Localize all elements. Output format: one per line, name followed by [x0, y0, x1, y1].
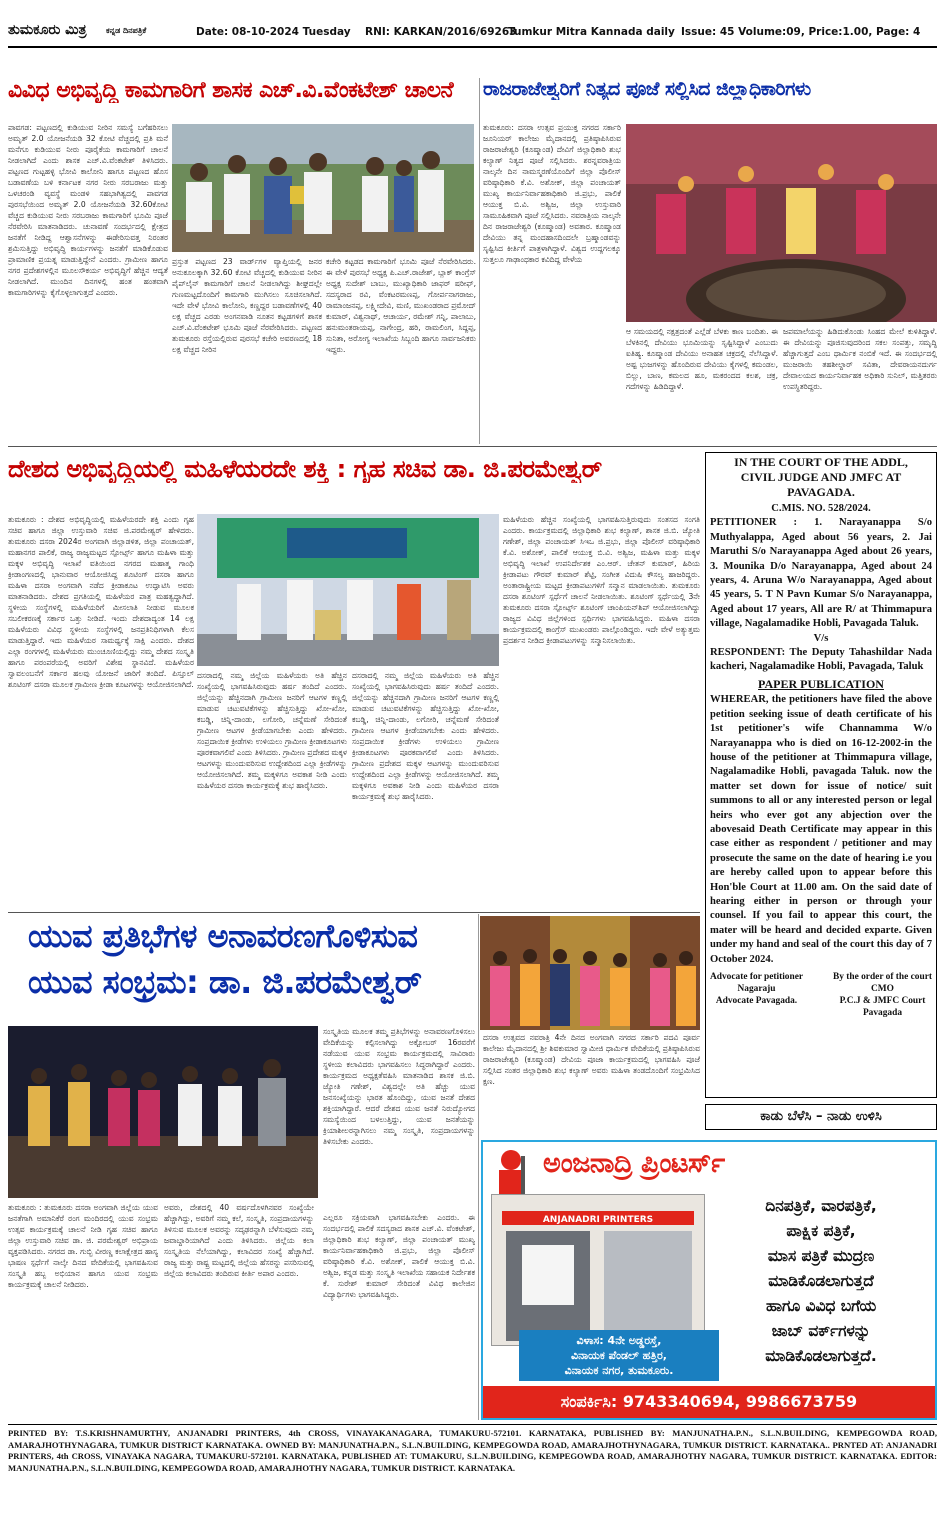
- respondent-details: RESPONDENT: The Deputy Tahashildar Nada kacheri, Nagalamadike Hobli, Pavagada, Taluk: [710, 647, 932, 673]
- paper-name: Tumkur Mitra Kannada daily: [508, 26, 675, 38]
- story1-column-1: ಪಾವಗಡ: ಪಟ್ಟಣದಲ್ಲಿ ಕುಡಿಯುವ ನೀರಿನ ಸಮಸ್ಯೆ ಬಗೆಹರಿಸಲು ಅಮೃತ್ 2.0 ಯೋಜನೆಯಡಿ 32 ಕೋಟಿ ವೆಚ್ಚದಲ್ಲಿ ಪ್ರತಿ ಮನೆ ಮನೆಗೂ ಕುಡಿಯುವ ನೀರು ಪೂರೈಕೆಯ ಕಾಮಗಾರಿಗೆ ಚಾಲನೆ ನೀಡಲಾಗಿದೆ ಎಂದು ಶಾಸಕ ಎಚ್.ವಿ.ವೆಂಕಟೇಶ್ ತಿಳಿಸಿದರು. ಪಟ್ಟಣದ ಗುಟ್ಟಹಳ್ಳಿ ಭೋವಿ ಕಾಲೋನಿ ಹಾಗೂ ಪಟ್ಟಣದ ಹೊಸ ಬಡಾವಣೆಯ ಬಳಿ ಕರ್ನಾಟಕ ನಗರ ನೀರು ಸರಬರಾಜು ಮತ್ತು ಒಳಚರಂಡಿ ವ್ಯವಸ್ಥೆ ಮಂಡಳಿ ಸಹಭಾಗಿತ್ವದಲ್ಲಿ ಪಾವಗಡ ಪುರಸಭೆಯಿಂದ ಅಮೃತ್ 2.0 ಯೋಜನೆಯಡಿ 32.60ಕೋಟಿ ವೆಚ್ಚದ ಕುಡಿಯುವ ನೀರು ಸರಬರಾಜು ಕಾಮಗಾರಿಗೆ ಭೂಮಿ ಪೂಜೆ ನೆರವೇರಿಸಿ ಮಾತನಾಡಿದರು. ಚುನಾವಣೆ ಸಂದರ್ಭದಲ್ಲಿ ಕ್ಷೇತ್ರದ ಜನತೆಗೆ ನೀಡಿದ್ದ ಆಶ್ವಾಸನೆಗಳನ್ನು ಈಡೇರಿಸುವತ್ತ ನಿರಂತರ ಶ್ರಮಿಸುತ್ತಿದ್ದು ಅಭಿವೃದ್ಧಿ ಕಾರ್ಯಗಳನ್ನು ಜನತೆಗೆ ಮಾಡಿಕೊಡುವ ಪ್ರಾಮಾಣಿಕ ಪ್ರಯತ್ನ ಮಾಡುತ್ತಿದ್ದೇನೆ ಎಂದರು. ಗ್ರಾಮೀಣ ಹಾಗೂ ನಗರ ಪ್ರದೇಶಗಳಲ್ಲಿನ ಮೂಲಸೌಕರ್ಯ ಅಭಿವೃದ್ಧಿಗೆ ಹೆಚ್ಚಿನ ಆದ್ಯತೆ ನೀಡಲಾಗಿದೆ. ಮುಂದಿನ ದಿನಗಳಲ್ಲಿ ಹಂತ ಹಂತವಾಗಿ ಕಾಮಗಾರಿಗಳನ್ನು ಕೈಗೊಳ್ಳಲಾಗುತ್ತದೆ ಎಂದರು.: [8, 123, 168, 297]
- ad-address-line-3: ವಿನಾಯಕ ನಗರ, ತುಮಕೂರು.: [564, 1364, 674, 1377]
- section-rule-2: [8, 912, 700, 913]
- issue-info: Issue: 45 Volume:09, Price:1.00, Page: 4: [681, 26, 921, 38]
- story3-column-3: ಮಹಿಳೆಯರು ಹೆಚ್ಚಿನ ಸಂಖ್ಯೆಯಲ್ಲಿ ಭಾಗವಹಿಸುತ್ತಿರುವುದು ಸಂತಸದ ಸಂಗತಿ ಎಂದರು. ಕಾರ್ಯಕ್ರಮದಲ್ಲಿ ಜಿಲ್ಲಾಧಿಕಾರಿ ಶುಭ ಕಲ್ಯಾಣ್, ಶಾಸಕ ಜಿ.ಬಿ. ಜ್ಯೋತಿ ಗಣೇಶ್, ಜಿಲ್ಲಾ ಪಂಚಾಯತ್ ಸಿಇಒ ಜಿ.ಪ್ರಭು, ಜಿಲ್ಲಾ ಪೊಲೀಸ್ ವರಿಷ್ಠಾಧಿಕಾರಿ ಕೆ.ವಿ. ಅಶೋಕ್, ಪಾಲಿಕೆ ಆಯುಕ್ತ ಬಿ.ವಿ. ಅಶ್ವಿಜ, ಮಹಿಳಾ ಮತ್ತು ಮಕ್ಕಳ ಅಭಿವೃದ್ಧಿ ಇಲಾಖೆ ಉಪನಿರ್ದೇಶಕ ಎಂ.ಆರ್. ಚೇತನ್ ಕುಮಾರ್, ಹಿರಿಯ ಕ್ರೀಡಾಪಟು ಗೌರವ್ ಕುಮಾರ್ ಶೆಟ್ಟಿ, ಸಂಗೀತ ವಿದುಷಿ ಕೌಸಲ್ಯ ಹಾಜರಿದ್ದರು. ಅಂತಾರಾಷ್ಟ್ರೀಯ ಮಟ್ಟದ ಕ್ರೀಡಾಪಟುಗಳಿಗೆ ಸನ್ಮಾನ ಮಾಡಲಾಯಿತು. ತುಮಕೂರು ದಸರಾ ಶೂಟಿಂಗ್ ಸ್ಪರ್ಧೆಗೆ ಚಾಲನೆ ನೀಡಲಾಯಿತು. ಶೂಟಿಂಗ್ ಸ್ಪರ್ಧೆಯಲ್ಲಿ 3ನೇ ತುಮಕೂರು ದಸರಾ ಸ್ಪೋರ್ಟ್ಸ್ ಶೂಟಿಂಗ್ ಚಾಂಪಿಯನ್‌ಶಿಪ್ ಆಯೋಜಿಸಲಾಗಿದ್ದು ರಾಜ್ಯದ ವಿವಿಧ ಜಿಲ್ಲೆಗಳಿಂದ ಸ್ಪರ್ಧಿಗಳು ಭಾಗವಹಿಸಿದ್ದರು. ಮಹಿಳಾ ದಸರಾ ಕಾರ್ಯಕ್ರಮದಲ್ಲಿ ಕಾಂಗ್ರೆಸ್ ಮುಖಂಡರು ಪಾಲ್ಗೊಂಡಿದ್ದರು. ಇದೇ ವೇಳೆ ಅತ್ಯುತ್ತಮ ಪ್ರದರ್ಶನ ನೀಡಿದ ಕ್ರೀಡಾಪಟುಗಳನ್ನು ಸನ್ಮಾನಿಸಲಾಯಿತು.: [503, 515, 700, 645]
- story4-column-1: ತುಮಕೂರು : ತುಮಕೂರು ದಸರಾ ಅಂಗವಾಗಿ ಜಿಲ್ಲೆಯ ಯುವ ಜನತೆಗಾಗಿ ಅಮಾನಿಕೆರೆ ರಂಗ ಮಂದಿರದಲ್ಲಿ ಯುವ ಸಂಭ್ರಮ ಉತ್ಸವ ಕಾರ್ಯಕ್ರಮಕ್ಕೆ ಚಾಲನೆ ನೀಡಿ ಗೃಹ ಸಚಿವ ಹಾಗೂ ಜಿಲ್ಲಾ ಉಸ್ತುವಾರಿ ಸಚಿವ ಡಾ. ಜಿ. ಪರಮೇಶ್ವರ್ ಅಭಿಪ್ರಾಯ ವ್ಯಕ್ತಪಡಿಸಿದರು. ನಗರದ ಡಾ. ಗುಬ್ಬಿ ವೀರಣ್ಣ ಕಲಾಕ್ಷೇತ್ರದ ಹಾಸ್ಯ ಭಾಷಣ ಸ್ಪರ್ಧೆಗೆ ನಾಲ್ಕೇ ದಿನದ ವೇದಿಕೆಯಲ್ಲಿ ಭಾಗವಹಿಸುವ ಸಂಸ್ಕೃತಿ ಹಬ್ಬ ಅಭಿಯಾನ ಹಾಗೂ ಯುವ ಸಂಭ್ರಮ ಕಾರ್ಯಕ್ರಮಕ್ಕೆ ಚಾಲನೆ ನೀಡಿದರು.: [8, 1203, 158, 1289]
- story2-column-3: ಜಪಮಾಲೆಯನ್ನು ಹಿಡಿದುಕೊಂಡು ಸಿಂಹದ ಮೇಲೆ ಕುಳಿತಿದ್ದಾಳೆ. ಈ ದೇವಿಯನ್ನು ಪೂಜಿಸುವುದರಿಂದ ಸಕಲ ಸಂಪತ್ತು, ಸಮೃದ್ಧಿ ಹೆಚ್ಚಾಗುತ್ತದೆ ಎಂಬ ಧಾರ್ಮಿಕ ನಂಬಿಕೆ ಇದೆ. ಈ ಸಂದರ್ಭದಲ್ಲಿ ಮುಜರಾಯಿ ತಹಶೀಲ್ದಾರ್ ಸವಿತಾ, ದೇವರಾಯನದುರ್ಗ ದೇವಾಲಯದ ಕಾರ್ಯನಿರ್ವಾಹಕ ಅಧಿಕಾರಿ ಸುನಿಲ್, ಮತ್ತಿತರರು ಉಪಸ್ಥಿತರಿದ್ದರು.: [783, 327, 937, 391]
- column-divider-2: [478, 914, 479, 1420]
- headline-youth-talent-1: ಯುವ ಪ್ರತಿಭೆಗಳ ಅನಾವರಣಗೊಳಿಸುವ: [28, 917, 418, 955]
- headline-women-development: ದೇಶದ ಅಭಿವೃದ್ಧಿಯಲ್ಲಿ ಮಹಿಳೆಯರದೇ ಶಕ್ತಿ : ಗೃಹ ಸಚಿವ ಡಾ. ಜಿ.ಪರಮೇಶ್ವರ್: [8, 455, 602, 483]
- ad-contact-phone: ಸಂಪರ್ಕಿಸಿ: 9743340694, 9986673759: [483, 1386, 935, 1418]
- photo-goddess-puja: [626, 124, 937, 322]
- story2-column-1: ತುಮಕೂರು: ದಸರಾ ಉತ್ಸವ ಪ್ರಯುಕ್ತ ನಗರದ ಸರ್ಕಾರಿ ಜೂನಿಯರ್ ಕಾಲೇಜು ಮೈದಾನದಲ್ಲಿ ಪ್ರತಿಷ್ಠಾಪಿಸಿರುವ ರಾಜರಾಜೇಶ್ವರಿ (ಕೂಷ್ಮಾಂಡ) ದೇವಿಗೆ ಜಿಲ್ಲಾಧಿಕಾರಿ ಶುಭ ಕಲ್ಯಾಣ್ ನಿತ್ಯದ ಪೂಜೆ ಸಲ್ಲಿಸಿದರು. ಶರನ್ನವರಾತ್ರಿಯ ನಾಲ್ಕನೇ ದಿನ ನಾಮಸ್ಮರಣೆಯೊಂದಿಗೆ ಜಿಲ್ಲಾ ಪೊಲೀಸ್ ವರಿಷ್ಠಾಧಿಕಾರಿ ಕೆ.ವಿ. ಅಶೋಕ್, ಜಿಲ್ಲಾ ಪಂಚಾಯತ್ ಮುಖ್ಯ ಕಾರ್ಯನಿರ್ವಾಹಕಾಧಿಕಾರಿ ಜಿ.ಪ್ರಭು, ಪಾಲಿಕೆ ಆಯುಕ್ತ ಬಿ.ವಿ. ಅಶ್ವಿಜ, ಜಿಲ್ಲಾ ಉಸ್ತುವಾರಿ ಸಾಮೂಹಿಕವಾಗಿ ಪೂಜೆ ಸಲ್ಲಿಸಿದರು. ನವರಾತ್ರಿಯ ನಾಲ್ಕನೇ ದಿನ ರಾಜರಾಜೇಶ್ವರಿ (ಕೂಷ್ಮಾಂಡ) ಅವತಾರ. ಕೂಷ್ಮಾಂಡ ದೇವಿಯು ತನ್ನ ಮಂದಹಾಸದಿಂದಲೇ ಬ್ರಹ್ಮಾಂಡವನ್ನು ಸೃಷ್ಟಿಸಿದ ಕೀರ್ತಿಗೆ ಪಾತ್ರಳಾಗಿದ್ದಾಳೆ. ವಿಶ್ವದ ಉದ್ದಗಲಕ್ಕೂ ಸುತ್ತಲೂ ಗಾಢಾಂಧಕಾರ ಕವಿದಿದ್ದ ವೇಳೆಯ: [483, 123, 621, 264]
- ad-service-line: ಪಾಕ್ಷಿಕ ಪತ್ರಿಕೆ,: [786, 1222, 856, 1240]
- story4-column-top: ಸಂಸ್ಕೃತಿಯ ಮೂಲಕ ತಮ್ಮ ಪ್ರತಿಭೆಗಳನ್ನು ಅನಾವರಣಗೊಳಿಸಲು ವೇದಿಕೆಯನ್ನು ಕಲ್ಪಿಸಲಾಗಿದ್ದು ಅಕ್ಟೋಬರ್ 16ರವರೆಗೆ ನಡೆಯುವ ಯುವ ಸಂಭ್ರಮ ಕಾರ್ಯಕ್ರಮದಲ್ಲಿ ಸಾವಿರಾರು ಸ್ಥಳೀಯ ಕಲಾವಿದರು ಭಾಗವಹಿಸಲು ಸಿದ್ಧರಾಗಿದ್ದಾರೆ ಎಂದರು. ಕಾರ್ಯಕ್ರಮದ ಅಧ್ಯಕ್ಷತೆವಹಿಸಿ ಮಾತನಾಡಿದ ಶಾಸಕ ಜಿ.ಬಿ. ಜ್ಯೋತಿ ಗಣೇಶ್, ವಿಶ್ವದಲ್ಲೇ ಅತಿ ಹೆಚ್ಚು ಯುವ ಜನಸಂಖ್ಯೆಯನ್ನು ಭಾರತ ಹೊಂದಿದ್ದು, ಯುವ ಜನತೆ ದೇಶದ ಶಕ್ತಿಯಾಗಿದ್ದಾರೆ. ಆದರೆ ದೇಶದ ಯುವ ಜನತೆ ನಿರುದ್ಯೋಗದ ಸಮಸ್ಯೆಯಿಂದ ಬಳಲುತ್ತಿದ್ದು, ಯುವ ಜನತೆಯನ್ನು ಕ್ರಿಯಾಶೀಲರನ್ನಾಗಿಸಲು ನಮ್ಮ ಸಂಸ್ಕೃತಿ, ಸಂಪ್ರದಾಯಗಳನ್ನು ತಿಳಿಸಬೇಕು ಎಂದರು.: [323, 1027, 475, 1146]
- headline-development-works: ವಿವಿಧ ಅಭಿವೃದ್ಧಿ ಕಾಮಗಾರಿಗೆ ಶಾಸಕ ಎಚ್.ವಿ.ವೆಂಕಟೇಶ್ ಚಾಲನೆ: [8, 78, 454, 103]
- ad-title: ಅಂಜನಾದ್ರಿ ಪ್ರಿಂಟರ್ಸ್: [543, 1148, 725, 1179]
- story3-column-1: ತುಮಕೂರು : ದೇಶದ ಅಭಿವೃದ್ಧಿಯಲ್ಲಿ ಮಹಿಳೆಯರದೇ ಶಕ್ತಿ ಎಂದು ಗೃಹ ಸಚಿವ ಹಾಗೂ ಜಿಲ್ಲಾ ಉಸ್ತುವಾರಿ ಸಚಿವ ಜಿ.ಪರಮೇಶ್ವರ್ ಹೇಳಿದರು. ತುಮಕೂರು ದಸರಾ 2024ರ ಅಂಗವಾಗಿ ಜಿಲ್ಲಾಡಳಿತ, ಜಿಲ್ಲಾ ಪಂಚಾಯತ್, ಮಹಾನಗರ ಪಾಲಿಕೆ, ರಾಜ್ಯ ರಾಜ್ಯಮಟ್ಟದ ಸ್ಪೋರ್ಟ್ಸ್ ಹಾಗೂ ಮಹಿಳಾ ಮತ್ತು ಮಕ್ಕಳ ಅಭಿವೃದ್ಧಿ ಇಲಾಖೆ ವತಿಯಿಂದ ನಗರದ ಮಹಾತ್ಮ ಗಾಂಧಿ ಕ್ರೀಡಾಂಗಣದಲ್ಲಿ ಭಾನುವಾರ ಆಯೋಜಿಸಿದ್ದ ಶೂಟಿಂಗ್ ದಸರಾ ಹಾಗೂ ಮಹಿಳಾ ದಸರಾ ಅಂಗವಾಗಿ ನಡೆದ ಕ್ರೀಡಾಕೂಟ ಉದ್ಘಾಟಿಸಿ ಅವರು ಮಾತನಾಡಿದರು. ದೇಶದ ಪ್ರಗತಿಯಲ್ಲಿ ಮಹಿಳೆಯರ ಪಾತ್ರ ಮಹತ್ವದ್ದಾಗಿದೆ. ಸ್ಥಳೀಯ ಸಂಸ್ಥೆಗಳಲ್ಲಿ ಮಹಿಳೆಯರಿಗೆ ಮೀಸಲಾತಿ ನೀಡುವ ಮೂಲಕ ಸಬಲೀಕರಣಕ್ಕೆ ಸರ್ಕಾರ ಒತ್ತು ನೀಡಿದೆ. ಇಂದು ದೇಶದಾದ್ಯಂತ 14 ಲಕ್ಷ ಮಹಿಳೆಯರು ವಿವಿಧ ಸ್ಥಳೀಯ ಸಂಸ್ಥೆಗಳಲ್ಲಿ ಜನಪ್ರತಿನಿಧಿಗಳಾಗಿ ಕೆಲಸ ಮಾಡುತ್ತಿದ್ದಾರೆ. ಇದು ಮಹಿಳೆಯರ ಸಾಮರ್ಥ್ಯಕ್ಕೆ ಸಾಕ್ಷಿ ಎಂದರು. ದೇಶದ ಎಲ್ಲಾ ರಂಗಗಳಲ್ಲಿ ಮಹಿಳೆಯರು ಮುಂಚೂಣಿಯಲ್ಲಿದ್ದು ನಮ್ಮ ದೇಶದ ಸಂಸ್ಕೃತಿ ಹಾಗೂ ಪರಂಪರೆಯಲ್ಲಿ ಅವರಿಗೆ ವಿಶೇಷ ಸ್ಥಾನವಿದೆ. ಮಹಿಳೆಯರ ಸ್ವಾವಲಂಬನೆಗೆ ಸರ್ಕಾರ ಹಲವು ಯೋಜನೆ ಜಾರಿಗೆ ತಂದಿದೆ. ಪಿಸ್ತೂಲ್ ಶೂಟಿಂಗ್ ದಸರಾ ಮೂಲಕ ಗ್ರಾಮೀಣ ಕ್ರೀಡಾ ಕೂಟಗಳನ್ನು ಆಯೋಜಿಸಲಾಗಿದೆ.: [8, 515, 194, 689]
- footer-rule: [8, 1424, 937, 1425]
- ad-service-line: ದಿನಪತ್ರಿಕೆ, ವಾರಪತ್ರಿಕೆ,: [765, 1197, 877, 1215]
- masthead-rule: [8, 46, 937, 48]
- court-notice: [705, 452, 937, 1098]
- story3-column-3a: ದಸರಾದಲ್ಲಿ ನಮ್ಮ ಜಿಲ್ಲೆಯ ಮಹಿಳೆಯರು ಅತಿ ಹೆಚ್ಚಿನ ಸಂಖ್ಯೆಯಲ್ಲಿ ಭಾಗವಹಿಸಿರುವುದು ಹರ್ಷ ತಂದಿದೆ ಎಂದರು. ಜಿಲ್ಲೆಯನ್ನು ಹೆಚ್ಚಿನದಾಗಿ ಗ್ರಾಮೀಣ ಜನರಿಗೆ ಆಟಗಳ ಕಣ್ಣಲ್ಲಿ ಮಾಡುವ ಚಟುವಟಿಕೆಗಳನ್ನು ಹೆಚ್ಚಿಸುತ್ತಿದ್ದು ಖೋ-ಖೋ, ಕಬಡ್ಡಿ, ಚಿನ್ನಿ-ದಾಂಡು, ಲಗೋರಿ, ಚನ್ನೆಮಣೆ ಸೇರಿದಂತೆ ಗ್ರಾಮೀಣ ಆಟಗಳ ಕ್ರೀಡೆಯಾಗಬೇಕು ಎಂದು ಹೇಳಿದರು. ಸಂಪ್ರದಾಯಿಕ ಕ್ರೀಡೆಗಳು ಉಳಿಯಲು ಗ್ರಾಮೀಣ ಕ್ರೀಡಾಕೂಟಗಳು ಪೂರಕವಾಗಲಿವೆ ಎಂದು ತಿಳಿಸಿದರು. ಗ್ರಾಮೀಣ ಪ್ರದೇಶದ ಮಕ್ಕಳ ಆಟಗಳನ್ನು ಮುಂದುವರಿಸುವ ಉದ್ದೇಶದಿಂದ ಎಲ್ಲಾ ಕ್ರೀಡೆಗಳನ್ನು ಆಯೋಜಿಸಲಾಗಿದೆ. ತಮ್ಮ ಮಕ್ಕಳಿಗೂ ಅವಕಾಶ ನೀಡಿ ಎಂದು ಮಹಿಳೆಯರ ದಸರಾ ಕಾರ್ಯಕ್ರಮಕ್ಕೆ ಶುಭ ಹಾರೈಸಿದರು.: [352, 671, 499, 801]
- shop-photo: [491, 1194, 705, 1346]
- story5-caption: ದಸರಾ ಉತ್ಸವದ ನವರಾತ್ರಿ 4ನೇ ದಿನದ ಅಂಗವಾಗಿ ನಗರದ ಸರ್ಕಾರಿ ಪದವಿ ಪೂರ್ವ ಕಾಲೇಜು ಮೈದಾನದಲ್ಲಿ ಶ್ರೀ ಶಿವಕುಮಾರ ಸ್ವಾಮೀಜಿ ಧಾರ್ಮಿಕ ವೇದಿಕೆಯಲ್ಲಿ ಪ್ರತಿಷ್ಠಾಪಿಸಿರುವ ರಾಜರಾಜೇಶ್ವರಿ (ಕೂಷ್ಮಾಂಡ) ದೇವಿಯ ಪೂಜಾ ಕಾರ್ಯಕ್ರಮದಲ್ಲಿ ಭಾಗವಹಿಸಿ ಪೂಜೆ ಸಲ್ಲಿಸಿದ ನಂತರ ಜಿಲ್ಲಾಧಿಕಾರಿ ಶುಭ ಕಲ್ಯಾಣ್ ಅವರು ಮಹಿಳಾ ತಂಡದೊಂದಿಗೆ ಸಂಭ್ರಮಿಸಿದ ಕ್ಷಣ.: [483, 1033, 700, 1086]
- versus: V/s: [813, 632, 829, 644]
- shop-sign: ANJANADRI PRINTERS: [542, 1215, 654, 1225]
- headline-youth-talent-2: ಯುವ ಸಂಭ್ರಮ: ಡಾ. ಜಿ.ಪರಮೇಶ್ವರ್: [28, 963, 422, 1001]
- petitioner-label: PETITIONER :: [710, 517, 798, 529]
- case-number: C.MIS. NO. 528/2024.: [771, 503, 871, 514]
- advocate-name: Nagaraju: [737, 984, 776, 994]
- ad-address: [519, 1330, 719, 1381]
- logo-subtitle: ಕನ್ನಡ ದಿನಪತ್ರಿಕೆ: [106, 26, 147, 35]
- ad-service-line: ಮಾಡಿಕೊಡಲಾಗುತ್ತದೆ.: [765, 1347, 877, 1365]
- court-title-2: CIVIL JUDGE AND JMFC AT: [740, 470, 902, 484]
- court-place: Pavagada: [862, 1008, 903, 1018]
- issue-date: Date: 08-10-2024 Tuesday: [196, 26, 351, 38]
- photo-yuva-sambhrama: [8, 1026, 318, 1198]
- advocate-place: Advocate Pavagada.: [715, 996, 798, 1006]
- ad-address-line-2: ವಿನಾಯಕ ಪೆಂಡಲ್ ಹತ್ತಿರ,: [571, 1349, 667, 1362]
- ad-services: [709, 1194, 933, 1369]
- story4-column-2: ಅವರು, ದೇಶದಲ್ಲಿ 40 ವರ್ಷದೊಳಗಿನವರ ಸಂಖ್ಯೆಯೇ ಹೆಚ್ಚಾಗಿದ್ದು, ಅವರಿಗೆ ನಮ್ಮ ಕಲೆ, ಸಂಸ್ಕೃತಿ, ಸಂಪ್ರದಾಯಗಳನ್ನು ತಿಳಿಸುವ ಮೂಲಕ ಅವರನ್ನು ಸದೃಢರನ್ನಾಗಿ ಬೆಳೆಸುವುದು ನಮ್ಮ ಜವಾಬ್ದಾರಿಯಾಗಿದೆ ಎಂದು ತಿಳಿಸಿದರು. ಜಿಲ್ಲೆಯ ಕಲಾ ಸಂಸ್ಕೃತಿಯ ನೆಲೆಯಾಗಿದ್ದು, ಕಲಾವಿದರ ಸಂಖ್ಯೆ ಹೆಚ್ಚಾಗಿದೆ. ರಾಜ್ಯ ಮತ್ತು ರಾಷ್ಟ್ರ ಮಟ್ಟದಲ್ಲಿ ಜಿಲ್ಲೆಯ ಹೆಸರನ್ನು ಪಸರಿಸುವಲ್ಲಿ ಜಿಲ್ಲೆಯ ಕಲಾವಿದರು ತಂದಿರುವ ಕೀರ್ತಿ ಅಪಾರ ಎಂದರು.: [164, 1203, 314, 1278]
- photo-women-team-dasara: [480, 916, 700, 1030]
- photo-shooting-championship: [197, 514, 499, 666]
- ad-service-line: ಹಾಗೂ ವಿವಿಧ ಬಗೆಯ: [765, 1297, 877, 1315]
- story1-column-3: ಕಚೇರಿ ಕಟ್ಟಡದ ಕಾಮಗಾರಿಗೆ ಭೂಮಿ ಪೂಜೆ ನೆರವೇರಿಸಿದರು. ಈ ವೇಳೆ ಪುರಸಭೆ ಅಧ್ಯಕ್ಷ ಪಿ.ಎಚ್.ರಾಜೇಶ್, ಬ್ಲಾಕ್ ಕಾಂಗ್ರೆಸ್ ಅಧ್ಯಕ್ಷ ಸುದೇಶ್ ಬಾಬು, ಮುಖ್ಯಾಧಿಕಾರಿ ಜಾಫರ್ ಷರೀಫ್, ಸದಸ್ಯರಾದ ರವಿ, ವೆಂಕಟರಮಣಪ್ಪ, ಗೋರ್ಪನಾಗರಾಜು, ರಾಮಾಂಜನಪ್ಪ, ಲಕ್ಷ್ಮೀದೇವಿ, ಮಣಿ, ಮುಖಂಡರಾದ ಪ್ರಮೋದ್ ಕುಮಾರ್, ವಿಶ್ವನಾಥ್, ಆಚಾರ್ಯ, ರಮೇಶ್ ಗನ್ನಿ, ಪಾಲಾಬು, ಹನುಮಂತರಾಯಪ್ಪ, ನಾಗೇಂದ್ರ, ಹರಿ, ರಾಮಲಿಂಗ, ಸಿದ್ದಪ್ಪ, ಸುನಿತಾ, ಅರೋಗ್ಯ ಇಲಾಖೆಯ ಸಿಬ್ಬಂದಿ ಹಾಗೂ ಸಾರ್ವಜನಿಕರು ಇದ್ದರು.: [326, 257, 476, 354]
- paper-publication-title: PAPER PUBLICATION: [758, 676, 884, 691]
- story4-column-3: ಎಲ್ಲರೂ ಸಕ್ರಿಯವಾಗಿ ಭಾಗವಹಿಸಬೇಕು ಎಂದರು. ಈ ಸಂದರ್ಭದಲ್ಲಿ ಪಾಲಿಕೆ ಸದಸ್ಯರಾದ ಶಾಸಕ ಎಚ್.ವಿ. ವೆಂಕಟೇಶ್, ಜಿಲ್ಲಾಧಿಕಾರಿ ಶುಭ ಕಲ್ಯಾಣ್, ಜಿಲ್ಲಾ ಪಂಚಾಯತ್ ಮುಖ್ಯ ಕಾರ್ಯನಿರ್ವಾಹಕಾಧಿಕಾರಿ ಜಿ.ಪ್ರಭು, ಜಿಲ್ಲಾ ಪೊಲೀಸ್ ವರಿಷ್ಠಾಧಿಕಾರಿ ಕೆ.ವಿ. ಅಶೋಕ್, ಪಾಲಿಕೆ ಆಯುಕ್ತ ಬಿ.ವಿ. ಅಶ್ವಿಜ, ಕನ್ನಡ ಮತ್ತು ಸಂಸ್ಕೃತಿ ಇಲಾಖೆಯ ಸಹಾಯಕ ನಿರ್ದೇಶಕ ಕೆ. ಸುರೇಶ್ ಕುಮಾರ್ ಸೇರಿದಂತೆ ವಿವಿಧ ಕಾಲೇಜಿನ ವಿದ್ಯಾರ್ಥಿಗಳು ಭಾಗವಹಿಸಿದ್ದರು.: [323, 1213, 475, 1299]
- story3-column-2: ದಸರಾದಲ್ಲಿ ನಮ್ಮ ಜಿಲ್ಲೆಯ ಮಹಿಳೆಯರು ಅತಿ ಹೆಚ್ಚಿನ ಸಂಖ್ಯೆಯಲ್ಲಿ ಭಾಗವಹಿಸಿರುವುದು ಹರ್ಷ ತಂದಿದೆ ಎಂದರು. ಜಿಲ್ಲೆಯನ್ನು ಹೆಚ್ಚಿನದಾಗಿ ಗ್ರಾಮೀಣ ಜನರಿಗೆ ಆಟಗಳ ಕಣ್ಣಲ್ಲಿ ಮಾಡುವ ಚಟುವಟಿಕೆಗಳನ್ನು ಹೆಚ್ಚಿಸುತ್ತಿದ್ದು ಖೋ-ಖೋ, ಕಬಡ್ಡಿ, ಚಿನ್ನಿ-ದಾಂಡು, ಲಗೋರಿ, ಚನ್ನೆಮಣೆ ಸೇರಿದಂತೆ ಗ್ರಾಮೀಣ ಆಟಗಳ ಕ್ರೀಡೆಯಾಗಬೇಕು ಎಂದು ಹೇಳಿದರು. ಸಂಪ್ರದಾಯಿಕ ಕ್ರೀಡೆಗಳು ಉಳಿಯಲು ಗ್ರಾಮೀಣ ಕ್ರೀಡಾಕೂಟಗಳು ಪೂರಕವಾಗಲಿವೆ ಎಂದು ತಿಳಿಸಿದರು. ಗ್ರಾಮೀಣ ಪ್ರದೇಶದ ಮಕ್ಕಳ ಆಟಗಳನ್ನು ಮುಂದುವರಿಸುವ ಉದ್ದೇಶದಿಂದ ಎಲ್ಲಾ ಕ್ರೀಡೆಗಳನ್ನು ಆಯೋಜಿಸಲಾಗಿದೆ. ತಮ್ಮ ಮಕ್ಕಳಿಗೂ ಅವಕಾಶ ನೀಡಿ ಎಂದು ಮಹಿಳೆಯರ ದಸರಾ ಕಾರ್ಯಕ್ರಮಕ್ಕೆ ಶುಭ ಹಾರೈಸಿದರು.: [197, 671, 347, 790]
- ad-service-line: ಮಾಸ ಪತ್ರಿಕೆ ಮುದ್ರಣ: [767, 1247, 875, 1265]
- court-cmo: CMO: [871, 984, 894, 994]
- advocate-label: Advocate for petitioner: [710, 972, 804, 982]
- story1-column-2: ಪ್ರಸ್ತುತ ಪಟ್ಟಣದ 23 ವಾರ್ಡ್‌ಗಳ ವ್ಯಾಪ್ತಿಯಲ್ಲಿ ಜನರ ಅನುಕೂಲಕ್ಕಾಗಿ 32.60 ಕೋಟಿ ವೆಚ್ಚದಲ್ಲಿ ಕುಡಿಯುವ ನೀರಿನ ಪೈಪ್‌ಲೈನ್ ಕಾಮಗಾರಿಗೆ ಚಾಲನೆ ನೀಡಲಾಗಿದ್ದು ಶೀಘ್ರದಲ್ಲೇ ಗುಣಮಟ್ಟದೊಂದಿಗೆ ಕಾಮಗಾರಿ ಮುಗಿಸಲು ಸೂಚಿಸಲಾಗಿದೆ. ಇದೇ ವೇಳೆ ಭೋವಿ ಕಾಲೋನಿ, ಕಣ್ಣದ್ದರ ಬಡಾವಣೆಗಳಲ್ಲಿ 40 ಲಕ್ಷ ವೆಚ್ಚದ ಎರಡು ಅಂಗನವಾಡಿ ನೂತನ ಕಟ್ಟಡಗಳಿಗೆ ಶಾಸಕ ಎಚ್.ವಿ.ವೆಂಕಟೇಶ್ ಭೂಮಿ ಪೂಜೆ ನೆರವೇರಿಸಿದರು. ಪಟ್ಟಣದ ತುಮಕೂರು ರಸ್ತೆಯಲ್ಲಿರುವ ಪುರಸಭೆ ಕಚೇರಿ ಅವರಣದಲ್ಲಿ 18 ಲಕ್ಷ ವೆಚ್ಚದ ನೀರಿನ: [172, 257, 322, 354]
- court-title-3: PAVAGADA.: [787, 485, 855, 499]
- headline-district-officials-puja: ರಾಜರಾಜೇಶ್ವರಿಗೆ ನಿತ್ಯದ ಪೂಜೆ ಸಲ್ಲಿಸಿದ ಜಿಲ್ಲಾಧಿಕಾರಿಗಳು: [483, 78, 811, 100]
- ad-service-line: ಜಾಬ್ ವರ್ಕ್‌ಗಳನ್ನು: [771, 1322, 871, 1340]
- notice-body: WHEREAR, the petitioners have filed the above petition seeking issue of death certificate of his 1st petitioner's wife Channamma W/o Narayanappa who is died on 16-12-2002-in the house of the petitioner at Thimmapura village, Nagalamadike Hobli, pavagada Taluk. now the matter set down for issue of notice/ suit summons to all or any interested person or legal heirs who ever got any abjection over the abovesaid Death Certificate may appear in this case either as respondent / petitioner and may prosecute the same on the date of hearing i.e you are hereby called upon to appear before this Hon'ble Court at 11.00 am. On the said date of hearing either in person or through your counsel. If you fail to appear this court, the mater will be heard and decided exparte. Given under my hand and seal of the court this day of 7 October 2024.: [710, 694, 932, 965]
- newspaper-logo: ತುಮಕೂರು ಮಿತ್ರ: [8, 22, 87, 38]
- photo-mla-inauguration: [172, 124, 474, 252]
- court-title-1: IN THE COURT OF THE ADDL,: [734, 455, 908, 469]
- court-order-label: By the order of the court: [832, 972, 932, 982]
- printers-advertisement: [481, 1140, 937, 1420]
- court-name: P.C.J & JMFC Court: [839, 996, 926, 1006]
- slogan-box: ಕಾಡು ಬೆಳೆಸಿ – ನಾಡು ಉಳಿಸಿ: [705, 1104, 937, 1130]
- rni-number: RNI: KARKAN/2016/69263: [365, 26, 517, 38]
- imprint-footer: PRINTED BY: T.S.KRISHNAMURTHY, ANJANADRI PRINTERS, 4th CROSS, VINAYAKANAGARA, TUMAKURU-572101. KARNATAKA, PUBLISHED BY: MANJUNATHA.P.N., S.L.N.BUILDING, KEMPEGOWDA ROAD, AMARAJHOTHYNAGARA, TUMKUR DISTRICT KARNATAKA. OWNED BY: MANJUNATHA.P.N., S.L.N.BUILDING, KEMPEGOWDA ROAD, AMARAJHOTHYNAGARA, TUMKUR DISTRICT. KARNATAKA.. PRNTED AT: ANJANADRI PRINTERS, 4th CROSS, VINAYAKA NAGARA, TUMAKURU-572101. KARNATAKA, PUBLISHED AT: TUMAKURU, S.L.N.BUILDING, KEMPEGOWDA ROAD, AMARAJHOTHY NAGARA, TUMKUR DISTRICT. KARNATAKA. EDITOR: MANJUNATHA.P.N., S.L.N.BUILDING, KEMPEGOWDA ROAD, AMARAJHOTHY NAGARA, TUMKUR DISTRICT. KARNATAKA.: [8, 1428, 937, 1473]
- masthead: [8, 22, 937, 46]
- ad-service-line: ಮಾಡಿಕೊಡಲಾಗುತ್ತದೆ: [768, 1272, 874, 1290]
- ad-address-line-1: ವಿಳಾಸ: 4ನೇ ಅಡ್ಡರಸ್ತೆ,: [576, 1334, 662, 1347]
- petitioner-details: 1. Narayanappa S/o Muthyalappa, Aged about 56 years, 2. Jai Maruthi S/o Narayanappa Aged about 26 years, 3. Mounika D/o Narayanappa, Aged about 24 years, 4. Aruna W/o Narayanappa, Aged about 45 years, 5. T N Pavn Kumar S/o Narayanappa, Aged about 17 years, All are R/ at Thimmapura village, Nagalamadike Hobli, Pavagada Taluk.: [710, 517, 932, 630]
- section-rule: [8, 446, 937, 447]
- column-divider: [479, 78, 480, 444]
- story2-column-2: ಆ ಸಮಯದಲ್ಲಿ ನಕ್ಷತ್ರದಂತೆ ಎಲ್ಲೆಡೆ ಬೆಳಕು ಕಾಣ ಬಂದಿತು. ಈ ಬೆಳಕಿನಲ್ಲಿ ದೇವಿಯು ಭೂಮಿಯನ್ನು ಸೃಷ್ಟಿಸಿದ್ದಾಳೆ ಎಂಬುದು ಐತಿಹ್ಯ. ಕೂಷ್ಮಾಂಡ ದೇವಿಯು ಅನಾಹತ ಚಕ್ರದಲ್ಲಿ ನೆಲೆಸಿದ್ದಾಳೆ. ಅಷ್ಟ ಭುಜಗಳನ್ನು ಹೊಂದಿರುವ ದೇವಿಯು ಕೈಗಳಲ್ಲಿ ಕಮಂಡಲ, ಬಿಲ್ಲು, ಬಾಣ, ಕಮಲದ ಹೂ, ಮಕರಂದದ ಕಲಶ, ಚಕ್ರ, ಗದೆಗಳನ್ನು ಹಿಡಿದಿದ್ದಾಳೆ.: [626, 327, 778, 391]
